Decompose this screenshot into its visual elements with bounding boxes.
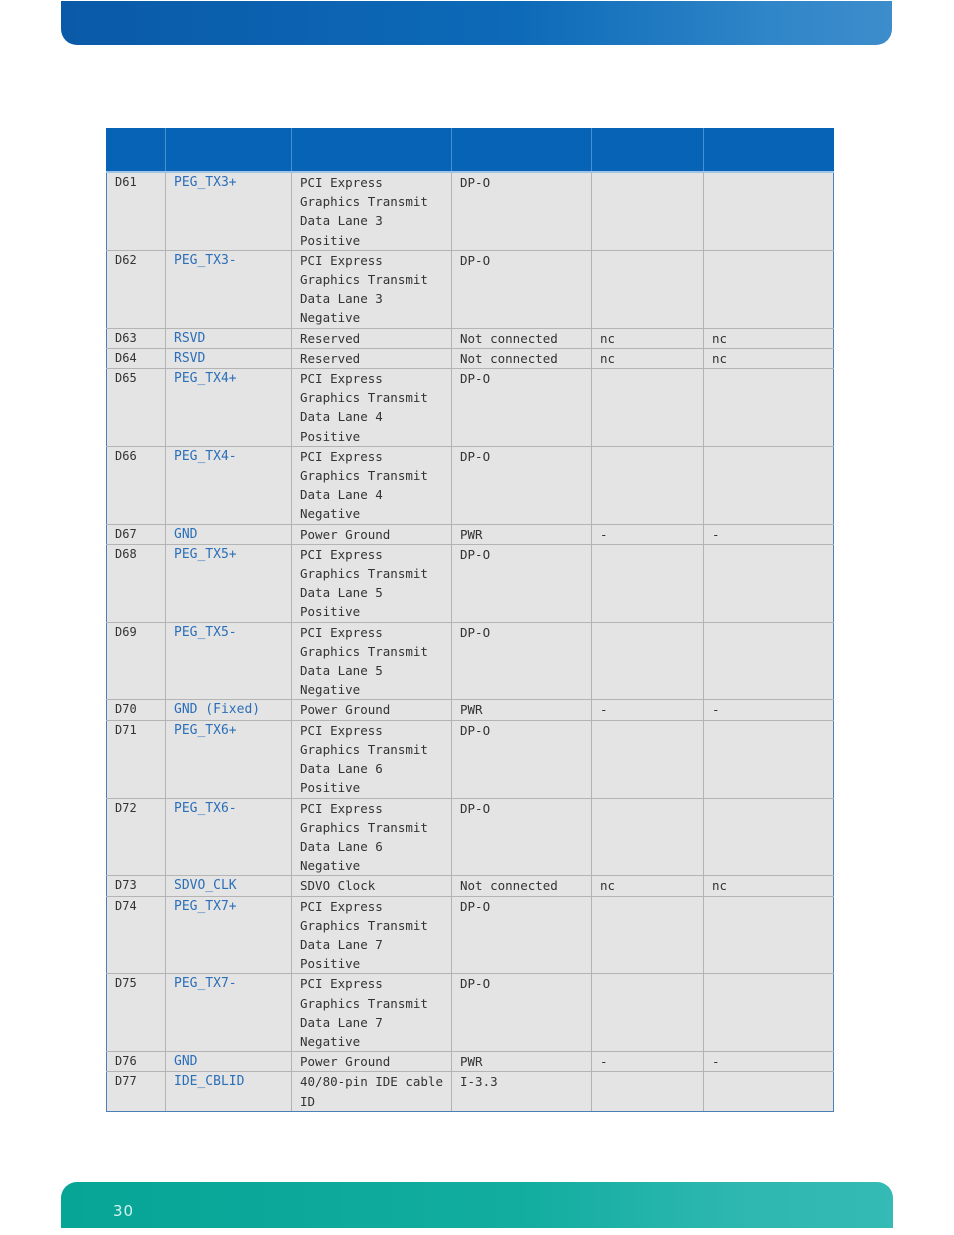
type-cell: DP-O (452, 369, 592, 447)
header-cell-signal (166, 128, 292, 172)
pin-cell: D61 (107, 172, 166, 250)
pin-cell: D71 (107, 720, 166, 798)
page-number: 30 (113, 1202, 135, 1220)
signal-name-cell: SDVO_CLK (166, 876, 292, 896)
signal-name-cell: PEG_TX4+ (166, 369, 292, 447)
signal-name-cell: PEG_TX5+ (166, 544, 292, 622)
pin-cell: D70 (107, 700, 166, 720)
col6-cell (704, 1072, 834, 1111)
col6-cell (704, 172, 834, 250)
description-cell: SDVO Clock (292, 876, 452, 896)
table-row (107, 369, 834, 447)
type-cell: DP-O (452, 172, 592, 250)
signal-name-cell: PEG_TX7- (166, 974, 292, 1052)
col6-cell (704, 544, 834, 622)
pin-table (106, 128, 834, 1112)
col5-cell (592, 622, 704, 700)
signal-name-cell: RSVD (166, 328, 292, 348)
col6-cell (704, 896, 834, 974)
description-cell: PCI Express Graphics Transmit Data Lane 6 Negative (292, 798, 452, 876)
col6-cell (704, 720, 834, 798)
table-row (107, 974, 834, 1052)
signal-name-cell: GND (Fixed) (166, 700, 292, 720)
col5-cell (592, 1072, 704, 1111)
col6-cell: nc (704, 328, 834, 348)
type-cell: DP-O (452, 446, 592, 524)
description-cell: Power Ground (292, 1052, 452, 1072)
type-cell: Not connected (452, 328, 592, 348)
table-row (107, 876, 834, 896)
table-row (107, 720, 834, 798)
col5-cell (592, 446, 704, 524)
description-cell: PCI Express Graphics Transmit Data Lane 6 Positive (292, 720, 452, 798)
table-row (107, 896, 834, 974)
table-row (107, 544, 834, 622)
col6-cell (704, 622, 834, 700)
header-cell-pin (107, 128, 166, 172)
top-banner (61, 1, 892, 45)
type-cell: DP-O (452, 720, 592, 798)
table-header-row (107, 128, 834, 172)
signal-name-cell: RSVD (166, 348, 292, 368)
description-cell: PCI Express Graphics Transmit Data Lane 7 Negative (292, 974, 452, 1052)
type-cell: DP-O (452, 974, 592, 1052)
header-cell-col5 (592, 128, 704, 172)
signal-name-cell: PEG_TX3+ (166, 172, 292, 250)
description-cell: PCI Express Graphics Transmit Data Lane 3 Positive (292, 172, 452, 250)
col6-cell (704, 446, 834, 524)
table-body (107, 172, 834, 1111)
signal-name-cell: PEG_TX3- (166, 250, 292, 328)
table-row (107, 1072, 834, 1111)
col6-cell (704, 974, 834, 1052)
pin-cell: D75 (107, 974, 166, 1052)
type-cell: DP-O (452, 250, 592, 328)
description-cell: PCI Express Graphics Transmit Data Lane 3 Negative (292, 250, 452, 328)
col5-cell: nc (592, 348, 704, 368)
signal-name-cell: PEG_TX4- (166, 446, 292, 524)
header-cell-type (452, 128, 592, 172)
table-row (107, 622, 834, 700)
col6-cell: - (704, 700, 834, 720)
type-cell: PWR (452, 700, 592, 720)
type-cell: I-3.3 (452, 1072, 592, 1111)
signal-name-cell: PEG_TX7+ (166, 896, 292, 974)
description-cell: PCI Express Graphics Transmit Data Lane 4 Positive (292, 369, 452, 447)
pin-cell: D64 (107, 348, 166, 368)
col6-cell (704, 798, 834, 876)
description-cell: PCI Express Graphics Transmit Data Lane 5 Negative (292, 622, 452, 700)
pin-cell: D72 (107, 798, 166, 876)
signal-name-cell: PEG_TX6+ (166, 720, 292, 798)
footer-banner (61, 1182, 893, 1228)
table-row (107, 328, 834, 348)
description-cell: Reserved (292, 328, 452, 348)
table-row (107, 348, 834, 368)
col5-cell: nc (592, 328, 704, 348)
col6-cell (704, 369, 834, 447)
signal-name-cell: IDE_CBLID (166, 1072, 292, 1111)
table-row (107, 1052, 834, 1072)
pin-cell: D65 (107, 369, 166, 447)
col5-cell (592, 544, 704, 622)
col5-cell: - (592, 1052, 704, 1072)
col5-cell: - (592, 700, 704, 720)
col6-cell: nc (704, 348, 834, 368)
pin-cell: D69 (107, 622, 166, 700)
type-cell: DP-O (452, 798, 592, 876)
col5-cell (592, 896, 704, 974)
type-cell: PWR (452, 1052, 592, 1072)
type-cell: DP-O (452, 622, 592, 700)
table-row (107, 700, 834, 720)
pin-cell: D76 (107, 1052, 166, 1072)
description-cell: 40/80-pin IDE cable ID (292, 1072, 452, 1111)
description-cell: Power Ground (292, 700, 452, 720)
col5-cell (592, 720, 704, 798)
col5-cell: nc (592, 876, 704, 896)
description-cell: Reserved (292, 348, 452, 368)
col6-cell: - (704, 524, 834, 544)
pin-cell: D63 (107, 328, 166, 348)
pin-cell: D67 (107, 524, 166, 544)
pin-cell: D73 (107, 876, 166, 896)
col5-cell (592, 798, 704, 876)
col5-cell: - (592, 524, 704, 544)
type-cell: DP-O (452, 544, 592, 622)
header-cell-description (292, 128, 452, 172)
col5-cell (592, 369, 704, 447)
type-cell: DP-O (452, 896, 592, 974)
table-row (107, 798, 834, 876)
table-row (107, 446, 834, 524)
signal-name-cell: GND (166, 524, 292, 544)
col5-cell (592, 250, 704, 328)
pin-cell: D68 (107, 544, 166, 622)
table-row (107, 524, 834, 544)
pin-cell: D66 (107, 446, 166, 524)
pin-cell: D74 (107, 896, 166, 974)
pin-cell: D77 (107, 1072, 166, 1111)
description-cell: PCI Express Graphics Transmit Data Lane 7 Positive (292, 896, 452, 974)
col5-cell (592, 974, 704, 1052)
col6-cell: nc (704, 876, 834, 896)
pin-cell: D62 (107, 250, 166, 328)
table-header (107, 128, 834, 172)
signal-name-cell: PEG_TX5- (166, 622, 292, 700)
signal-name-cell: GND (166, 1052, 292, 1072)
description-cell: Power Ground (292, 524, 452, 544)
table-row (107, 172, 834, 250)
table-row (107, 250, 834, 328)
col6-cell (704, 250, 834, 328)
header-cell-col6 (704, 128, 834, 172)
type-cell: PWR (452, 524, 592, 544)
col6-cell: - (704, 1052, 834, 1072)
type-cell: Not connected (452, 348, 592, 368)
signal-name-cell: PEG_TX6- (166, 798, 292, 876)
description-cell: PCI Express Graphics Transmit Data Lane 4 Negative (292, 446, 452, 524)
description-cell: PCI Express Graphics Transmit Data Lane 5 Positive (292, 544, 452, 622)
col5-cell (592, 172, 704, 250)
type-cell: Not connected (452, 876, 592, 896)
